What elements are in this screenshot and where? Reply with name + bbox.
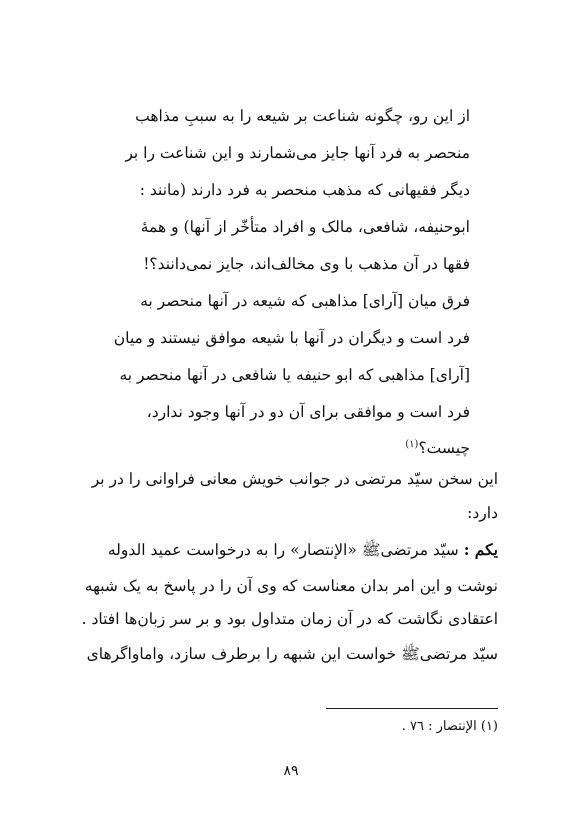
paragraph-text: سیّد مرتضیﷺ «الإنتصار» را به درخواست عمید الدوله — [107, 541, 459, 559]
quote-line: دیگر فقیهانی که مذهب منحصر به فرد دارند (مانند : — [139, 181, 470, 199]
paragraph-line: نوشت و این امر بدان معناست که وی آن را در پاسخ به یک شبهه — [84, 577, 498, 595]
paragraph-line: اعتقادی نگاشت که در آن زمان متداول بود و بر سر زبان‌ها افتاد . — [81, 610, 498, 628]
paragraph-line: سیّد مرتضیﷺ خواست این شبهه را برطرف سازد، واماواگرهای — [86, 645, 498, 663]
quote-line: از این رو، چگونه شناعت بر شیعه را به سببِ مذاهب — [135, 107, 470, 125]
quote-line: فرق میان [آرای] مذاهبی که شیعه در آنها منحصر به — [140, 292, 470, 310]
quote-line: فقها در آن مذهب با وی مخالف‌اند، جایز نمی‌دانند؟! — [143, 255, 470, 273]
quote-line: منحصر به فرد آنها جایز می‌شمارند و این شناعت را بر — [125, 144, 470, 162]
section-label-first: یکم : — [463, 540, 498, 559]
footnote-separator — [326, 708, 498, 709]
quote-end-text: چیست؟ — [418, 439, 470, 458]
quote-end-line — [112, 435, 470, 458]
quote-line: [آرای] مذاهبی که ابو حنیفه یا شافعی در آنها منحصر به — [119, 366, 470, 384]
footnote: (١) الإنتصار : ٧٦ . — [401, 719, 498, 734]
quote-line: ابوحنیفه، شافعی، مالک و افراد متأخّر از آنها) و همهٔ — [140, 218, 470, 236]
page-number: ٨٩ — [283, 763, 299, 779]
paragraph-line — [82, 540, 498, 560]
quote-line: فرد است و دیگران در آنها با شیعه موافق نیستند و میان — [113, 329, 470, 347]
paragraph-line: دارد: — [467, 504, 498, 522]
footnote-reference[interactable]: (١) — [405, 439, 419, 450]
quote-line: فرد است و موافقی برای آن دو در آنها وجود ندارد، — [146, 403, 470, 421]
paragraph-line: این سخن سیّد مرتضی در جوانب خویش معانی فراوانی را در بر — [91, 470, 498, 488]
